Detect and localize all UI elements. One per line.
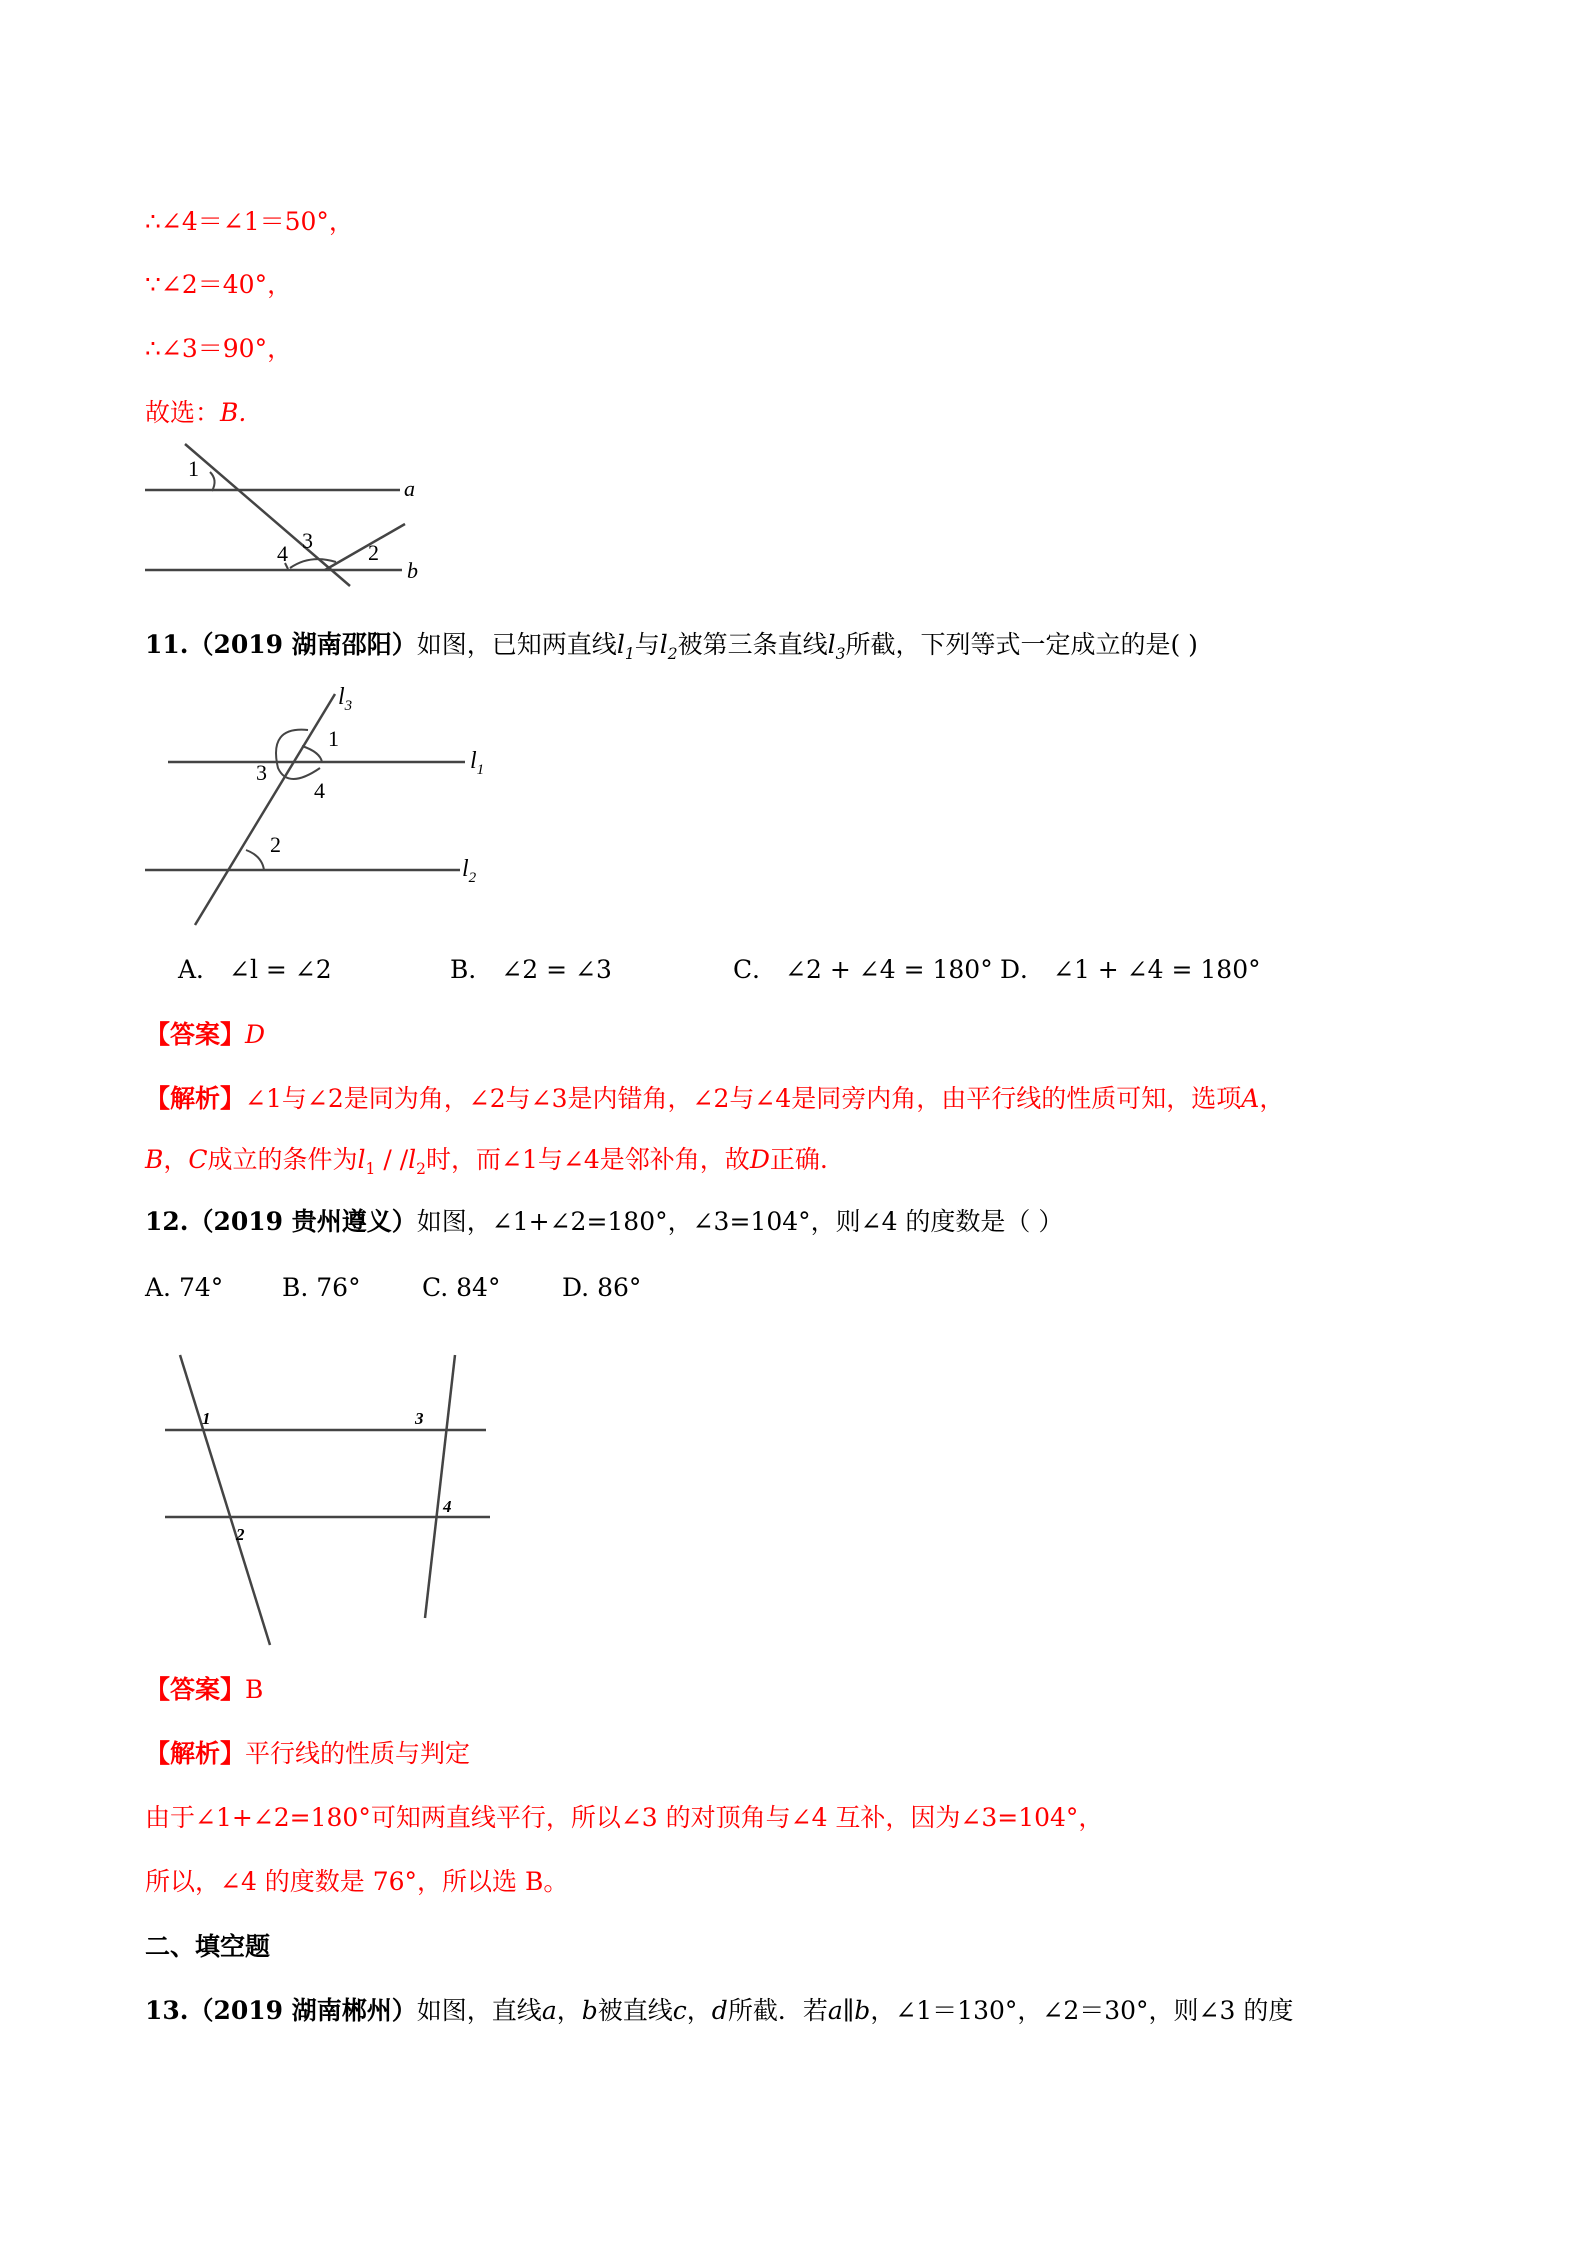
q12-source: （2019 贵州遵义） — [188, 1207, 417, 1236]
figure-q10-svg — [140, 440, 440, 590]
q11-option-b[interactable]: B． ∠2 = ∠3 — [450, 955, 612, 984]
q12-analysis-line-2: 所以，∠4 的度数是 76°，所以选 B。 — [145, 1867, 569, 1896]
label-2: 2 — [270, 832, 281, 857]
q11-and: 与 — [634, 630, 660, 659]
label-2: 2 — [368, 540, 379, 565]
question-12-stem — [145, 1205, 1063, 1239]
analysis-tag: 【解析】 — [145, 1739, 246, 1768]
q12-analysis-title: 【解析】平行线的性质与判定 — [145, 1739, 471, 1768]
solution-choice — [145, 396, 246, 430]
solution-line-3: ∴∠3＝90°， — [145, 334, 293, 363]
label-1: 1 — [328, 726, 339, 751]
label-2: 2 — [236, 1525, 245, 1544]
q12-option-b[interactable]: B. 76° — [282, 1273, 361, 1302]
label-b: b — [407, 558, 418, 583]
q11-analysis-line-1: 【解析】∠1与∠2是同为角，∠2与∠3是内错角，∠2与∠4是同旁内角，由平行线的性质可知，选项A， — [145, 1084, 1285, 1113]
q11-answer — [145, 1018, 265, 1052]
q11-number: 11. — [145, 630, 189, 659]
q12-answer — [145, 1673, 263, 1707]
q11-option-c[interactable]: C． ∠2 + ∠4 = 180° — [733, 955, 993, 984]
q13-number: 13. — [145, 1996, 189, 2025]
label-l1: $l_1$ — [470, 748, 485, 778]
q13-source: （2019 湖南郴州） — [188, 1996, 417, 2025]
q11-l2: $l_2$ — [659, 630, 678, 663]
label-l2: $l_2$ — [462, 856, 477, 886]
arc-1 — [210, 472, 215, 491]
q11-stem-c: 所截，下列等式一定成立的是( ) — [845, 630, 1198, 659]
q12-stem: 如图，∠1+∠2=180°，∠3=104°，则∠4 的度数是（ ） — [416, 1207, 1064, 1236]
q11-stem-a: 如图，已知两直线 — [416, 630, 617, 659]
figure-q11-svg — [140, 680, 520, 930]
answer-value: B — [245, 1675, 264, 1704]
figure-q10 — [140, 440, 440, 590]
q11-analysis-line-2: B，C成立的条件为$l_1 / /l_2$时，而∠1与∠4是邻补角，故D正确. — [145, 1145, 828, 1178]
choice-prefix: 故选： — [145, 398, 221, 427]
label-l3: $l_3$ — [338, 684, 353, 714]
figure-q12-svg — [150, 1340, 500, 1655]
label-4: 4 — [443, 1497, 452, 1516]
transversal-right — [425, 1355, 455, 1618]
section-title: 二、填空题 — [145, 1932, 271, 1961]
arc-2 — [246, 850, 264, 870]
q11-option-d[interactable]: D． ∠1 + ∠4 = 180° — [1000, 955, 1261, 984]
label-3: 3 — [302, 528, 313, 553]
label-1: 1 — [188, 456, 199, 481]
q11-l3: $l_3$ — [827, 630, 846, 663]
choice-letter: B. — [220, 398, 247, 427]
solution-line-2: ∵∠2＝40°， — [145, 270, 293, 299]
arc-1 — [302, 746, 322, 762]
solution-line-1: ∴∠4＝∠1＝50°， — [145, 207, 354, 236]
label-3: 3 — [415, 1409, 424, 1428]
q12-option-d[interactable]: D. 86° — [562, 1273, 642, 1302]
answer-value: D — [245, 1020, 266, 1049]
answer-tag: 【答案】 — [145, 1020, 246, 1049]
q11-option-a[interactable]: A． ∠l = ∠2 — [178, 955, 332, 984]
label-3: 3 — [256, 760, 267, 785]
answer-tag: 【答案】 — [145, 1675, 246, 1704]
label-1: 1 — [202, 1409, 211, 1428]
question-13-stem: 13.（2019 湖南郴州）如图，直线a，b被直线c，d所截．若a∥b，∠1＝130°，∠2＝30°，则∠3 的度 — [145, 1996, 1294, 2025]
figure-q11 — [140, 680, 520, 930]
transversal-1 — [185, 444, 350, 586]
line-l3 — [195, 694, 335, 925]
label-a: a — [404, 476, 415, 501]
q11-stem-b: 被第三条直线 — [677, 630, 828, 659]
q12-analysis-line-1: 由于∠1+∠2=180°可知两直线平行，所以∠3 的对顶角与∠4 互补，因为∠3=104°， — [145, 1803, 1104, 1832]
q12-number: 12. — [145, 1207, 189, 1236]
analysis-tag: 【解析】 — [145, 1084, 246, 1113]
q12-option-a[interactable]: A. 74° — [145, 1273, 224, 1302]
transversal-2 — [325, 524, 405, 570]
transversal-left — [180, 1355, 270, 1645]
q12-option-c[interactable]: C. 84° — [422, 1273, 501, 1302]
q11-source: （2019 湖南邵阳） — [188, 630, 417, 659]
q11-l1: $l_1$ — [616, 630, 635, 663]
question-11-stem — [145, 628, 1198, 671]
figure-q12 — [150, 1340, 500, 1655]
label-4: 4 — [314, 778, 325, 803]
label-4: 4 — [277, 541, 288, 566]
